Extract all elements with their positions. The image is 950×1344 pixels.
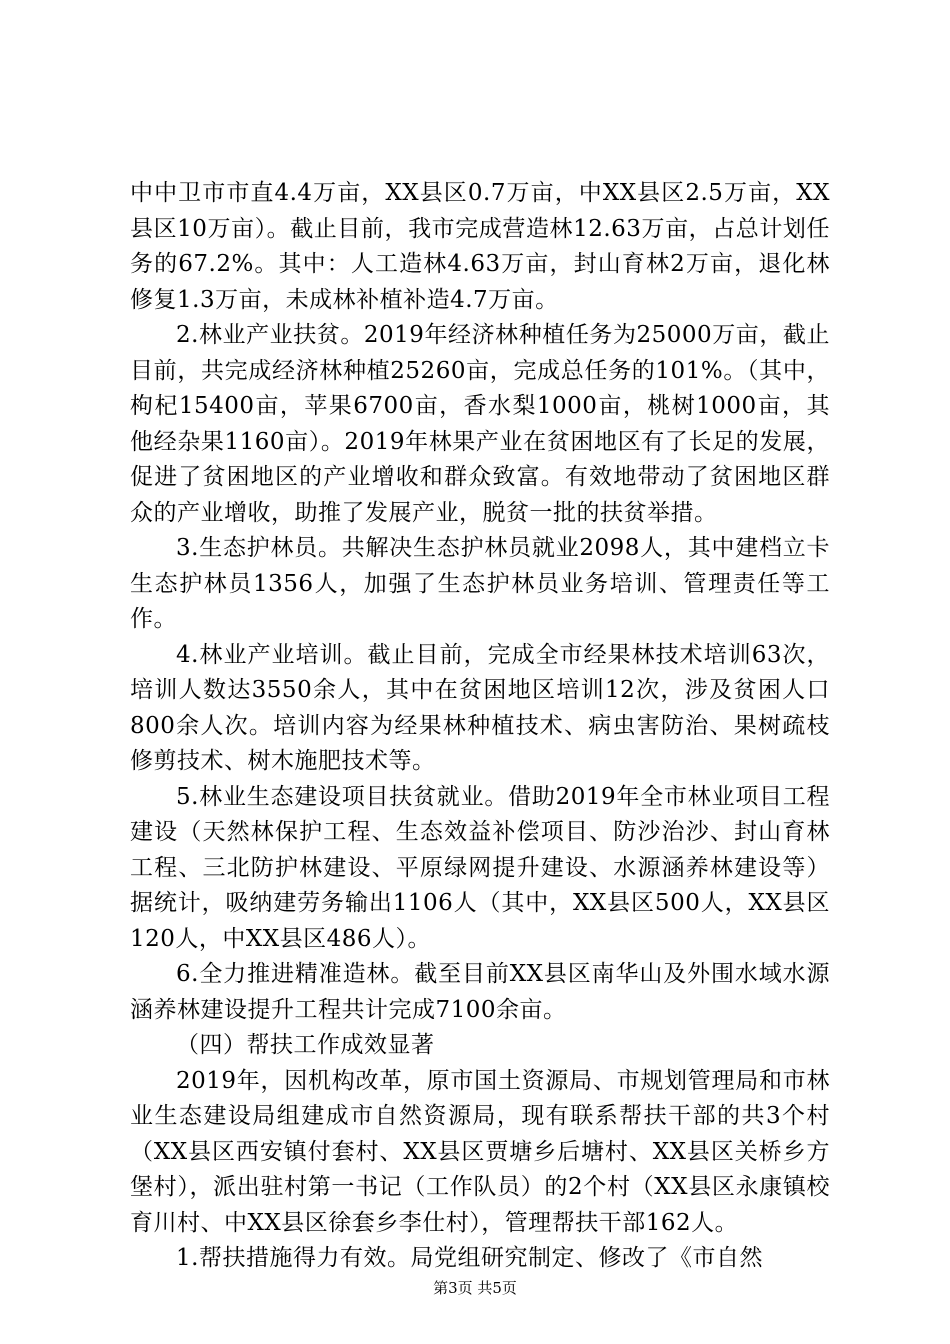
paragraph-ecological-employment: 5.林业生态建设项目扶贫就业。借助2019年全市林业项目工程建设（天然林保护工程、生态效益补偿项目、防沙治沙、封山育林工程、三北防护林建设、平原绿网提升建设、水源涵养林建设等）据统计，吸纳建劳务输出1106人（其中，XX县区500人，XX县区120人，中XX县区486人）。	[130, 783, 830, 952]
paragraph-assistance-overview: 2019年，因机构改革，原市国土资源局、市规划管理局和市林业生态建设局组建成市自然资源局，现有联系帮扶干部的共3个村（XX县区西安镇付套村、XX县区贾塘乡后塘村、XX县区关桥乡方堡村），派出驻村第一书记（工作队员）的2个村（XX县区永康镇校育川村、中XX县区徐套乡李仕村），管理帮扶干部162人。	[130, 1067, 830, 1236]
paragraph-precision-afforestation: 6.全力推进精准造林。截至目前XX县区南华山及外围水域水源涵养林建设提升工程共计完成7100余亩。	[130, 961, 830, 1023]
section-heading: （四）帮扶工作成效显著	[176, 1032, 435, 1058]
paragraph-forestry-industry: 2.林业产业扶贫。2019年经济林种植任务为25000万亩，截止目前，共完成经济林种植25260亩，完成总任务的101%。（其中，枸杞15400亩，苹果6700亩，香水梨1000亩，桃树1000亩，其他经杂果1160亩）。2019年林果产业在贫困地区有了长足的发展，促进了贫困地区的产业增收和群众致富。有效地带动了贫困地区群众的产业增收，助推了发展产业，脱贫一批的扶贫举措。	[130, 322, 830, 526]
page-footer: 第3页 共5页	[433, 1279, 517, 1297]
paragraph-forest-rangers: 3.生态护林员。共解决生态护林员就业2098人，其中建档立卡生态护林员1356人，加强了生态护林员业务培训、管理责任等工作。	[130, 535, 830, 632]
paragraph-industry-training: 4.林业产业培训。截止目前，完成全市经果林技术培训63次，培训人数达3550余人，其中在贫困地区培训12次，涉及贫困人口800余人次。培训内容为经果林种植技术、病虫害防治、果树疏枝修剪技术、树木施肥技术等。	[130, 641, 830, 774]
paragraph-continuation: 中中卫市市直4.4万亩，XX县区0.7万亩，中XX县区2.5万亩，XX县区10万亩）。截止目前，我市完成营造林12.63万亩，占总计划任务的67.2%。其中：人工造林4.63万亩，封山育林2万亩，退化林修复1.3万亩，未成林补植补造4.7万亩。	[130, 180, 830, 313]
document-body	[130, 176, 830, 1277]
paragraph-assistance-measures: 1.帮扶措施得力有效。局党组研究制定、修改了《市自然	[176, 1245, 763, 1271]
